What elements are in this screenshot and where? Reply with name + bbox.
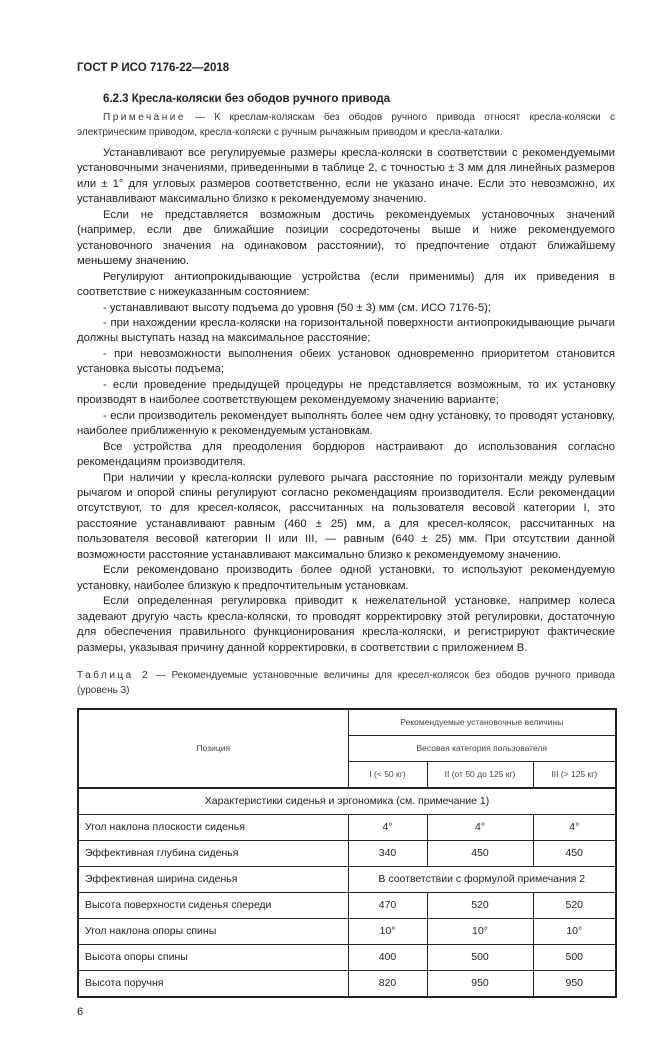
list-item: - если проведение предыдущей процедуры не представляется возможным, то их установку производят в наиболее соответствующем рекомендуемому значению варианте; <box>77 378 615 407</box>
cell: 340 <box>348 840 427 866</box>
cell: 500 <box>533 944 616 970</box>
settings-table <box>77 708 617 998</box>
table-caption <box>77 668 615 698</box>
paragraph: Если определенная регулировка приводит к нежелательной установке, например колеса задевают другую часть кресла-коляски, то проводят корректировку этой регулировки, достаточную для обеспечения правильного функционирования кресла-коляски, и регистрируют фактические размеры, указывая причину данной корректировки, в соответствии с приложением В. <box>77 595 615 654</box>
paragraph: Если не представляется возможным достичь рекомендуемых установочных значений (например, если две ближайшие позиции сосредоточены выше и ниже рекомендуемого установочного значения на одинаковом расстоянии), то предпочтение отдают ближайшему меньшему значению. <box>77 208 615 268</box>
category-header: I (< 50 кг) <box>348 761 427 788</box>
cell: 450 <box>533 840 616 866</box>
cell: 470 <box>348 892 427 918</box>
cell: 500 <box>427 944 533 970</box>
row-label: Угол наклона опоры спины <box>78 918 348 944</box>
cell: 400 <box>348 944 427 970</box>
table-row <box>78 840 616 866</box>
column-header-position: Позиция <box>78 709 348 788</box>
paragraph: Устанавливают все регулируемые размеры кресла-коляски в соответствии с рекомендуемыми установочными значениями, приведенными в таблице 2, с точностью ± 3 мм для линейных размеров или ± 1° для угловых размеров соответственно, если не указано иначе. Если это невозможно, их устанавливают максимально близко к рекомендуемому значению. <box>77 147 615 206</box>
table-caption-label: Таблица 2 <box>77 669 151 681</box>
note-text: — К креслам-коляскам без ободов ручного привода относят кресла-коляски с электрическим приводом, кресла-коляски с ручным рычажным приводом и кресла-каталки. <box>77 112 615 138</box>
cell: 520 <box>533 892 616 918</box>
table-caption-text: — Рекомендуемые установочные величины для кресел-колясок без ободов ручного привода (уровень 3) <box>77 669 615 696</box>
row-label: Высота поверхности сиденья спереди <box>78 892 348 918</box>
table-row <box>78 970 616 997</box>
table-section-row: Характеристики сиденья и эргономика (см. примечание 1) <box>78 788 616 815</box>
body-text <box>77 146 615 656</box>
cell: 950 <box>533 970 616 997</box>
table-row <box>78 892 616 918</box>
table-row <box>78 918 616 944</box>
group-header: Рекомендуемые установочные величины <box>348 709 616 736</box>
row-label: Угол наклона плоскости сиденья <box>78 814 348 840</box>
table-row <box>78 814 616 840</box>
row-label: Высота поручня <box>78 970 348 997</box>
cell: 4° <box>427 814 533 840</box>
list-item: - при невозможности выполнения обеих установок одновременно приоритетом становится установка высоты подъема; <box>77 347 615 376</box>
row-label: Высота опоры спины <box>78 944 348 970</box>
cell: 10° <box>533 918 616 944</box>
row-label: Эффективная глубина сиденья <box>78 840 348 866</box>
note <box>77 110 615 140</box>
cell: 950 <box>427 970 533 997</box>
cell: 4° <box>533 814 616 840</box>
merged-cell: В соответствии с формулой примечания 2 <box>348 866 616 892</box>
cell: 10° <box>348 918 427 944</box>
note-label: Примечание <box>103 112 186 123</box>
row-label: Эффективная ширина сиденья <box>78 866 348 892</box>
page-number: 6 <box>77 1005 84 1018</box>
table-row <box>78 944 616 970</box>
list-item: - при нахождении кресла-коляски на горизонтальной поверхности антиопрокидывающие рычаги должны выступать назад на максимальное расстояние; <box>77 316 615 345</box>
cell: 520 <box>427 892 533 918</box>
list-item: - устанавливают высоту подъема до уровня (50 ± 3) мм (см. ИСО 7176-5); <box>103 301 492 314</box>
cell: 10° <box>427 918 533 944</box>
table-row <box>78 866 616 892</box>
paragraph: Если рекомендовано производить более одной установки, то используют рекомендуемую установку, наиболее близкую к предпочтительным установкам. <box>77 564 615 592</box>
cell: 820 <box>348 970 427 997</box>
list-item: - если производитель рекомендует выполнять более чем одну установку, то проводят установку, наиболее приближенную к рекомендуемым установкам. <box>77 409 615 438</box>
category-header: II (от 50 до 125 кг) <box>427 761 533 788</box>
cell: 4° <box>348 814 427 840</box>
paragraph: Все устройства для преодоления бордюров настраивают до использования согласно рекомендациям производителя. <box>77 440 615 469</box>
document-header: ГОСТ Р ИСО 7176-22—2018 <box>77 62 230 74</box>
section-title: 6.2.3 Кресла-коляски без ободов ручного привода <box>103 93 391 105</box>
paragraph: Регулируют антиопрокидывающие устройства (если применимы) для их приведения в соответствие с нижеуказанным состоянием: <box>77 270 615 299</box>
cell: 450 <box>427 840 533 866</box>
category-header: III (> 125 кг) <box>533 761 616 788</box>
subgroup-header: Весовая категория пользователя <box>348 735 616 761</box>
paragraph: При наличии у кресла-коляски рулевого рычага расстояние по горизонтали между рулевым рычагом и опорой спины регулируют согласно рекомендациям производителя. Если рекомендации отсутствуют, то для кресел-колясок, рассчитанных на пользователя весовой категории I, это расстояние устанавливают равным (460 ± 25) мм, а для кресел-колясок, рассчитанных на пользователя весовой категории II или III, — равным (640 ± 25) мм. При отсутствии данной возможности расстояние устанавливают максимально близко к рекомендуемому значению. <box>77 471 615 561</box>
